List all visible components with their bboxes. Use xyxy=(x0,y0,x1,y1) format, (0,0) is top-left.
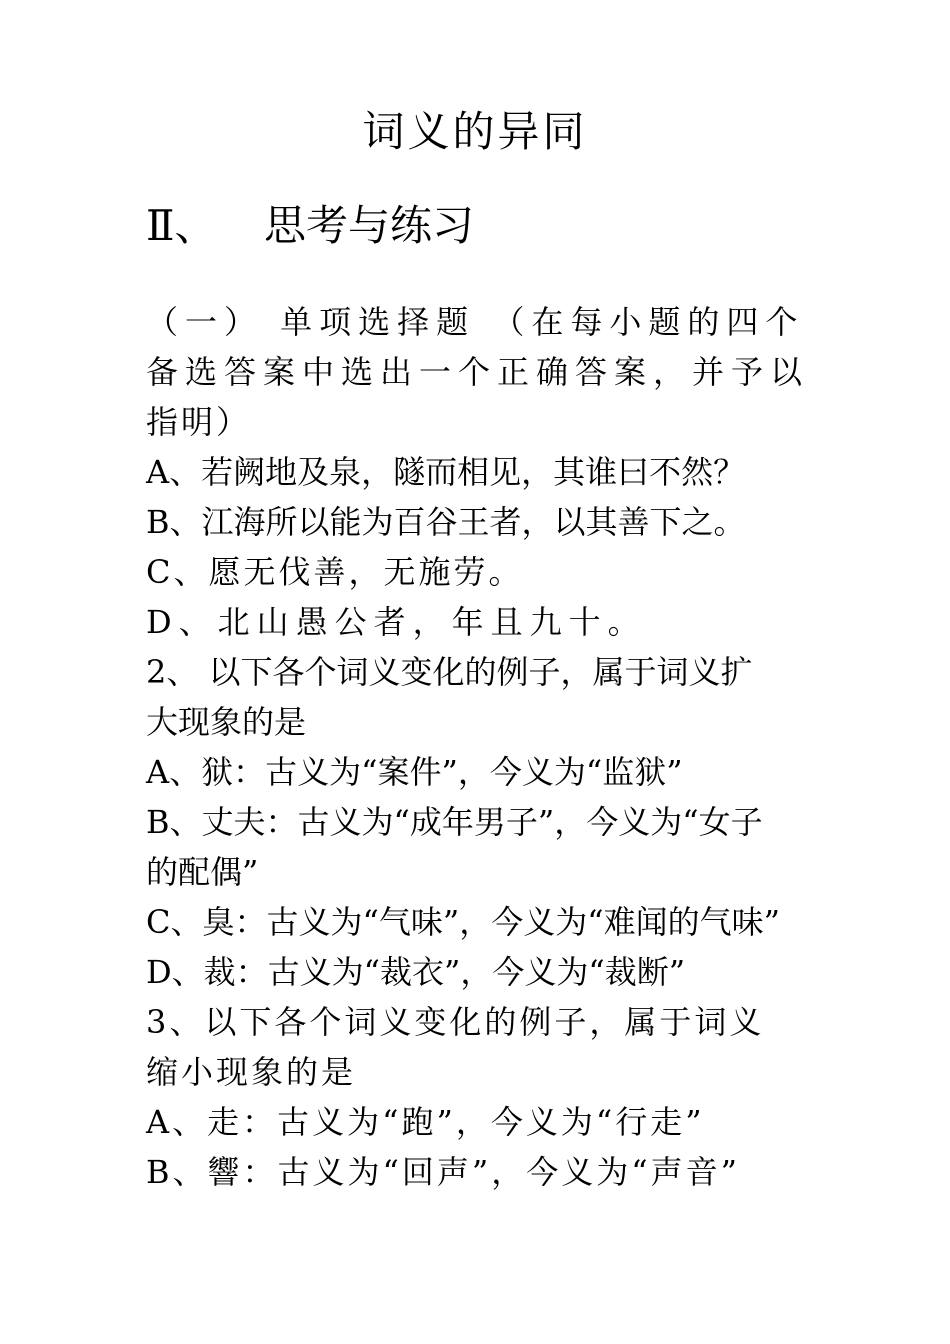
question-1-option-b: B、江海所以能为百谷王者，以其善下之。 xyxy=(146,503,746,541)
exercise-body xyxy=(146,297,810,1197)
section-title: 思考与练习 xyxy=(264,201,475,250)
question-3-option-b: B、響：古义为“回声”，今义为“声音” xyxy=(146,1153,740,1191)
section-number: Ⅱ、 xyxy=(146,201,217,250)
question-2-option-b-line-2: 的配偶” xyxy=(146,853,259,891)
question-1-option-c: C、愿无伐善，无施劳。 xyxy=(146,553,524,591)
question-2-stem-line-1: 2、 以下各个词义变化的例子，属于词义扩 xyxy=(146,653,753,691)
question-2-option-b-line-1: B、丈夫：古义为“成年男子”，今义为“女子 xyxy=(146,803,763,841)
question-2-option-a: A、狱：古义为“案件”，今义为“监狱” xyxy=(146,753,683,791)
question-3-stem-line-2: 缩小现象的是 xyxy=(146,1053,357,1091)
question-1-instruction-line-1: （一） 单项选择题 （在每小题的四个 xyxy=(146,303,805,341)
question-1-option-a: A、若阙地及泉，隧而相见，其谁曰不然？ xyxy=(146,453,746,491)
question-2-stem-line-2: 大现象的是 xyxy=(146,703,307,741)
question-1-option-d: D、北山愚公者，年且九十。 xyxy=(146,603,647,641)
question-1-instruction-line-2: 备选答案中选出一个正确答案，并予以 xyxy=(146,353,810,391)
question-1-instruction-line-3: 指明） xyxy=(146,403,252,441)
question-3-option-a: A、走：古义为“跑”，今义为“行走” xyxy=(146,1103,705,1141)
section-heading xyxy=(146,198,474,254)
question-2-option-c: C、臭：古义为“气味”，今义为“难闻的气味” xyxy=(146,903,780,941)
document-title: 词义的异同 xyxy=(362,107,588,156)
question-2-option-d: D、裁：古义为“裁衣”，今义为“裁断” xyxy=(146,953,686,991)
question-3-stem-line-1: 3、以下各个词义变化的例子，属于词义 xyxy=(146,1003,765,1041)
